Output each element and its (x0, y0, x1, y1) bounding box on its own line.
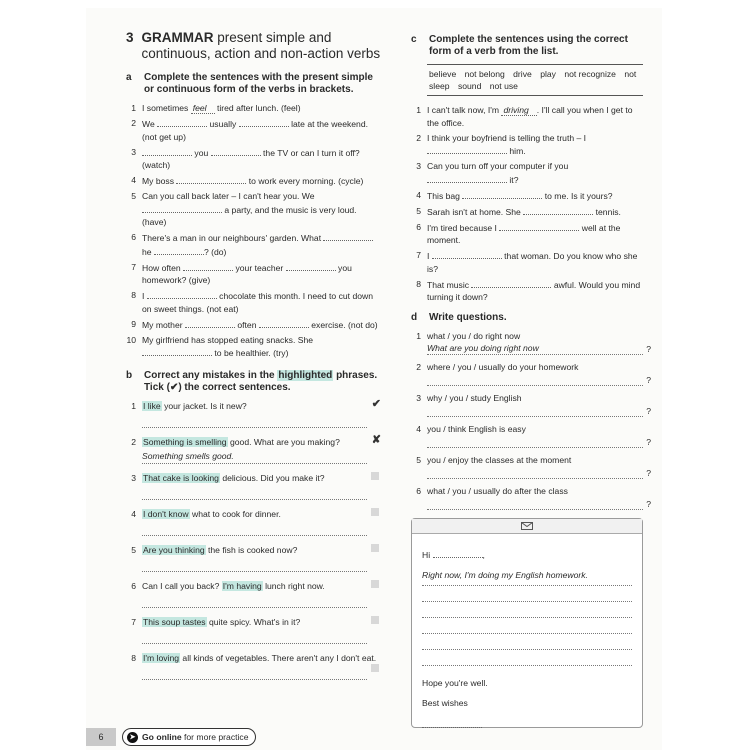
word-option: drive (513, 69, 532, 79)
item-text: I'm tired because I (427, 222, 497, 233)
section-letter: b (126, 369, 133, 381)
unit-heading (126, 30, 381, 62)
instruction-text: phrases. Tick (✔) the correct sentences. (144, 369, 378, 393)
answer-blank[interactable] (154, 245, 204, 255)
item-text: that woman. Do you know who she is? (427, 251, 638, 274)
item-number: 3 (416, 161, 421, 171)
answer-line[interactable] (427, 466, 651, 479)
item-text: you homework? (give) (142, 262, 352, 285)
item-text: him. (509, 146, 526, 156)
item-text: you (194, 147, 209, 158)
answer-blank[interactable] (142, 346, 212, 356)
answer-line[interactable] (427, 373, 651, 386)
highlighted-phrase: This soup tastes (143, 616, 206, 627)
greeting-comma: , (482, 550, 485, 560)
item-text: a party, and the music is very loud. (have) (142, 204, 357, 227)
email-closing: Hope you're well. (422, 678, 488, 688)
correction-item (126, 616, 381, 644)
item-number: 4 (131, 175, 136, 185)
answer-line[interactable] (142, 558, 367, 572)
item-text: I sometimes (142, 103, 189, 113)
unit-number: 3 (126, 30, 134, 45)
instruction-highlight: highlighted (278, 369, 333, 381)
online-practice-icon: ➤ (127, 732, 138, 743)
highlighted-phrase: Are you thinking (143, 544, 205, 555)
question-mark: ? (646, 405, 651, 416)
item-text: the TV or can I turn it off? (watch) (142, 147, 360, 170)
item-text: well at the moment. (427, 222, 621, 245)
answer-blank[interactable]: driving (501, 105, 536, 116)
item-number: 7 (416, 250, 421, 260)
workbook-page (86, 8, 662, 750)
highlighted-phrase: I don't know (143, 508, 189, 519)
item-text: Sarah isn't at home. She (427, 206, 521, 217)
answer-blank[interactable] (211, 146, 261, 156)
word-list (427, 64, 643, 96)
item-text: quite spicy. What's in it? (208, 616, 301, 627)
email-line[interactable] (422, 634, 632, 650)
item-text: My mother (142, 319, 183, 330)
word-option: not recognize (564, 69, 616, 79)
question-mark: ? (646, 343, 651, 354)
exercise-item (126, 318, 381, 332)
word-option: not belong (464, 69, 505, 79)
item-number: 2 (416, 132, 421, 143)
answer-blank[interactable] (142, 146, 192, 156)
left-column (126, 30, 381, 688)
section-letter: d (411, 311, 418, 323)
item-number: 5 (131, 544, 136, 555)
answer-line[interactable] (427, 404, 651, 417)
answer-blank[interactable] (323, 231, 373, 241)
item-number: 3 (416, 392, 421, 403)
item-text: . I'll call you when I get to the office. (427, 105, 633, 128)
section-d-heading (411, 312, 643, 324)
item-text: ? (do) (203, 246, 227, 257)
online-label-bold: Go online (142, 732, 182, 742)
answer-blank[interactable] (147, 289, 217, 299)
exercise-item (411, 189, 643, 203)
item-text: I (142, 291, 145, 301)
answer-line[interactable] (142, 630, 367, 644)
item-text: often (237, 319, 257, 330)
tick-box[interactable] (371, 472, 379, 480)
item-text: I think your boyfriend is telling the truth – I (427, 132, 587, 143)
question-prompt: why / you / study English (427, 392, 522, 403)
answer-blank[interactable] (427, 173, 507, 183)
online-label-rest: for more practice (184, 732, 249, 742)
question-mark: ? (646, 467, 651, 478)
question-mark: ? (646, 436, 651, 447)
answer-blank[interactable] (286, 261, 336, 271)
answer-blank[interactable] (462, 189, 542, 199)
answer-blank[interactable] (427, 144, 507, 154)
item-number: 3 (131, 472, 136, 483)
email-box (411, 518, 643, 728)
item-number: 1 (416, 105, 421, 115)
answer-blank[interactable] (142, 203, 222, 213)
item-text: the fish is cooked now? (208, 544, 298, 555)
exercise-item (411, 221, 643, 247)
exercise-item (126, 261, 381, 287)
email-line[interactable] (422, 586, 632, 602)
item-number: 1 (416, 330, 421, 341)
item-text: your teacher (235, 262, 284, 273)
item-number: 6 (416, 485, 421, 496)
item-text: That music (427, 279, 470, 290)
question-prompt: what / you / do right now (427, 330, 521, 341)
question-item (411, 330, 651, 355)
item-number: 1 (131, 103, 136, 113)
answer-blank[interactable] (239, 117, 289, 127)
item-text: My boss (142, 176, 174, 186)
exercise-item (411, 104, 643, 129)
answer-line[interactable] (142, 522, 367, 536)
exercise-item (411, 160, 643, 186)
question-prompt: you / think English is easy (427, 423, 526, 434)
exercise-item (126, 174, 381, 188)
item-text: lunch right now. (265, 580, 325, 591)
question-mark: ? (646, 498, 651, 509)
exercise-item (411, 249, 643, 275)
item-number: 5 (416, 454, 421, 465)
item-text: delicious. Did you make it? (222, 472, 325, 483)
answer-blank[interactable] (471, 278, 551, 288)
tick-box[interactable] (371, 580, 379, 588)
highlighted-phrase: I'm loving (143, 652, 180, 663)
item-number: 7 (131, 261, 136, 272)
item-text: to me. Is it yours? (544, 190, 613, 201)
item-number: 6 (131, 580, 136, 591)
answer-line[interactable] (427, 342, 651, 355)
word-option: not use (489, 81, 518, 91)
item-number: 6 (416, 221, 421, 232)
section-letter: a (126, 72, 132, 83)
item-text: tired after lunch. (feel) (216, 103, 301, 113)
question-prompt: you / enjoy the classes at the moment (427, 454, 572, 465)
item-text: your jacket. Is it new? (164, 400, 247, 411)
question-mark: ? (646, 374, 651, 385)
highlighted-phrase: That cake is looking (143, 472, 219, 483)
highlighted-phrase: I like (143, 400, 161, 411)
page-number: 6 (86, 728, 116, 746)
item-number: 5 (416, 205, 421, 216)
item-text: Can you turn off your computer if you (427, 161, 569, 171)
item-number: 5 (131, 191, 136, 201)
go-online-button[interactable] (122, 728, 256, 746)
answer-text: What are you doing right now (427, 342, 539, 353)
section-c-heading (411, 34, 643, 58)
item-text: This bag (427, 190, 460, 201)
item-text: There's a man in our neighbours' garden. What (142, 233, 322, 243)
email-line[interactable] (422, 618, 632, 634)
correction-item (126, 652, 381, 680)
word-option: not sleep (429, 69, 637, 91)
question-prompt: what / you / usually do after the class (427, 485, 568, 496)
item-text: We (142, 119, 155, 129)
answer-line[interactable] (142, 666, 367, 680)
item-text: he (142, 246, 152, 257)
section-instruction: Write questions. (429, 311, 507, 323)
item-text: Can you call back later – I can't hear you. We (142, 191, 315, 201)
email-line[interactable] (422, 602, 632, 618)
section-instruction (144, 370, 381, 394)
correction-item (126, 580, 381, 608)
correction-item (126, 397, 381, 428)
tick-box[interactable] (371, 508, 379, 516)
answer-line[interactable] (142, 486, 367, 500)
tick-box[interactable] (371, 664, 379, 672)
item-number: 8 (131, 290, 136, 300)
item-text: it? (509, 174, 519, 185)
section-a-heading (126, 72, 381, 96)
question-item (411, 485, 651, 510)
item-number: 10 (126, 334, 136, 345)
item-text: usually (209, 119, 237, 129)
item-text: all kinds of vegetables. There aren't any I don't eat. (182, 652, 377, 663)
item-text: I (427, 251, 430, 261)
answer-line[interactable] (142, 594, 367, 608)
exercise-item (126, 146, 381, 172)
email-signoff: Best wishes (422, 698, 468, 708)
correction-item (126, 472, 381, 500)
item-text: chocolate this month. I need to cut down on sweet things. (not eat) (142, 291, 373, 314)
teacher-name-blank[interactable] (433, 548, 483, 558)
exercise-item (126, 289, 381, 315)
cross-mark: ✘ (371, 433, 381, 446)
answer-line[interactable] (427, 435, 651, 448)
instruction-text: Correct any mistakes in the (144, 369, 275, 381)
item-text: good. What are you making? (229, 436, 340, 447)
exercise-item (126, 334, 381, 360)
item-number: 4 (416, 189, 421, 200)
exercise-item (411, 278, 643, 304)
section-instruction: Complete the sentences using the correct form of a verb from the list. (429, 34, 628, 57)
item-number: 2 (131, 436, 136, 447)
word-option: believe (429, 69, 457, 79)
correction-item (126, 544, 381, 572)
exercise-item (126, 231, 381, 258)
envelope-icon (521, 522, 533, 530)
email-line[interactable]: Right now, I'm doing my English homework. (422, 570, 632, 586)
right-column (411, 30, 651, 548)
item-number: 1 (131, 400, 136, 411)
section-instruction: Complete the sentences with the present simple or continuous form of the verbs in brackets. (144, 72, 373, 95)
answer-blank[interactable] (185, 318, 235, 328)
item-text: what to cook for dinner. (191, 508, 281, 519)
answer-blank[interactable] (259, 318, 309, 328)
word-option: play (540, 69, 556, 79)
exercise-item (126, 117, 381, 143)
email-greeting: Hi (422, 550, 431, 560)
item-text: late at the weekend. (not get up) (142, 119, 368, 142)
item-number: 3 (131, 146, 136, 157)
item-number: 8 (416, 278, 421, 289)
item-text: I can't talk now, I'm (427, 105, 500, 115)
question-prompt: where / you / usually do your homework (427, 361, 579, 372)
section-letter: c (411, 34, 417, 45)
item-text: Can I call you back? (142, 580, 220, 591)
item-text: tennis. (595, 206, 621, 217)
item-text: to be healthier. (try) (214, 348, 289, 358)
answer-blank[interactable] (183, 261, 233, 271)
exercise-item (411, 205, 643, 219)
answer-blank[interactable] (523, 205, 593, 215)
answer-blank[interactable] (499, 221, 579, 231)
page-footer (86, 726, 662, 746)
item-text: How often (142, 262, 181, 273)
item-text: My girlfriend has stopped eating snacks. She (142, 334, 314, 345)
email-body (412, 534, 642, 734)
email-header-bar (412, 519, 642, 534)
item-number: 4 (416, 423, 421, 434)
item-number: 9 (131, 318, 136, 329)
highlighted-phrase: Something is smelling (143, 436, 227, 447)
unit-title (142, 30, 381, 62)
tick-box[interactable] (371, 544, 379, 552)
section-b-heading (126, 370, 381, 394)
answer-line[interactable] (142, 414, 367, 428)
item-text: to work every morning. (cycle) (248, 176, 364, 186)
item-text: awful. Would you mind turning it down? (427, 279, 641, 302)
unit-title-bold: GRAMMAR (141, 30, 214, 45)
item-number: 6 (131, 232, 136, 242)
item-number: 4 (131, 508, 136, 519)
answer-blank[interactable]: feel (191, 103, 215, 114)
answer-line[interactable]: Something smells good. (142, 450, 367, 464)
highlighted-phrase: I'm having (222, 580, 262, 591)
answer-line[interactable] (427, 497, 651, 510)
question-item (411, 423, 651, 448)
answer-blank[interactable] (176, 174, 246, 184)
word-option: sound (457, 81, 482, 91)
unit-title-rest: present simple and continuous, action and non-action verbs (141, 30, 381, 61)
exercise-item (126, 190, 381, 229)
item-text: exercise. (not do) (311, 319, 378, 330)
item-number: 8 (131, 652, 136, 663)
tick-mark: ✔ (371, 397, 381, 410)
tick-box[interactable] (371, 616, 379, 624)
email-line[interactable] (422, 650, 632, 666)
item-number: 7 (131, 616, 136, 627)
correction-item (126, 433, 381, 464)
item-number: 2 (416, 361, 421, 372)
exercise-item (126, 102, 381, 115)
question-item (411, 454, 651, 479)
answer-blank[interactable] (157, 117, 207, 127)
answer-blank[interactable] (432, 249, 502, 259)
exercise-item (411, 132, 643, 158)
item-number: 2 (131, 118, 136, 128)
correction-item (126, 508, 381, 536)
question-item (411, 392, 651, 417)
question-item (411, 361, 651, 386)
